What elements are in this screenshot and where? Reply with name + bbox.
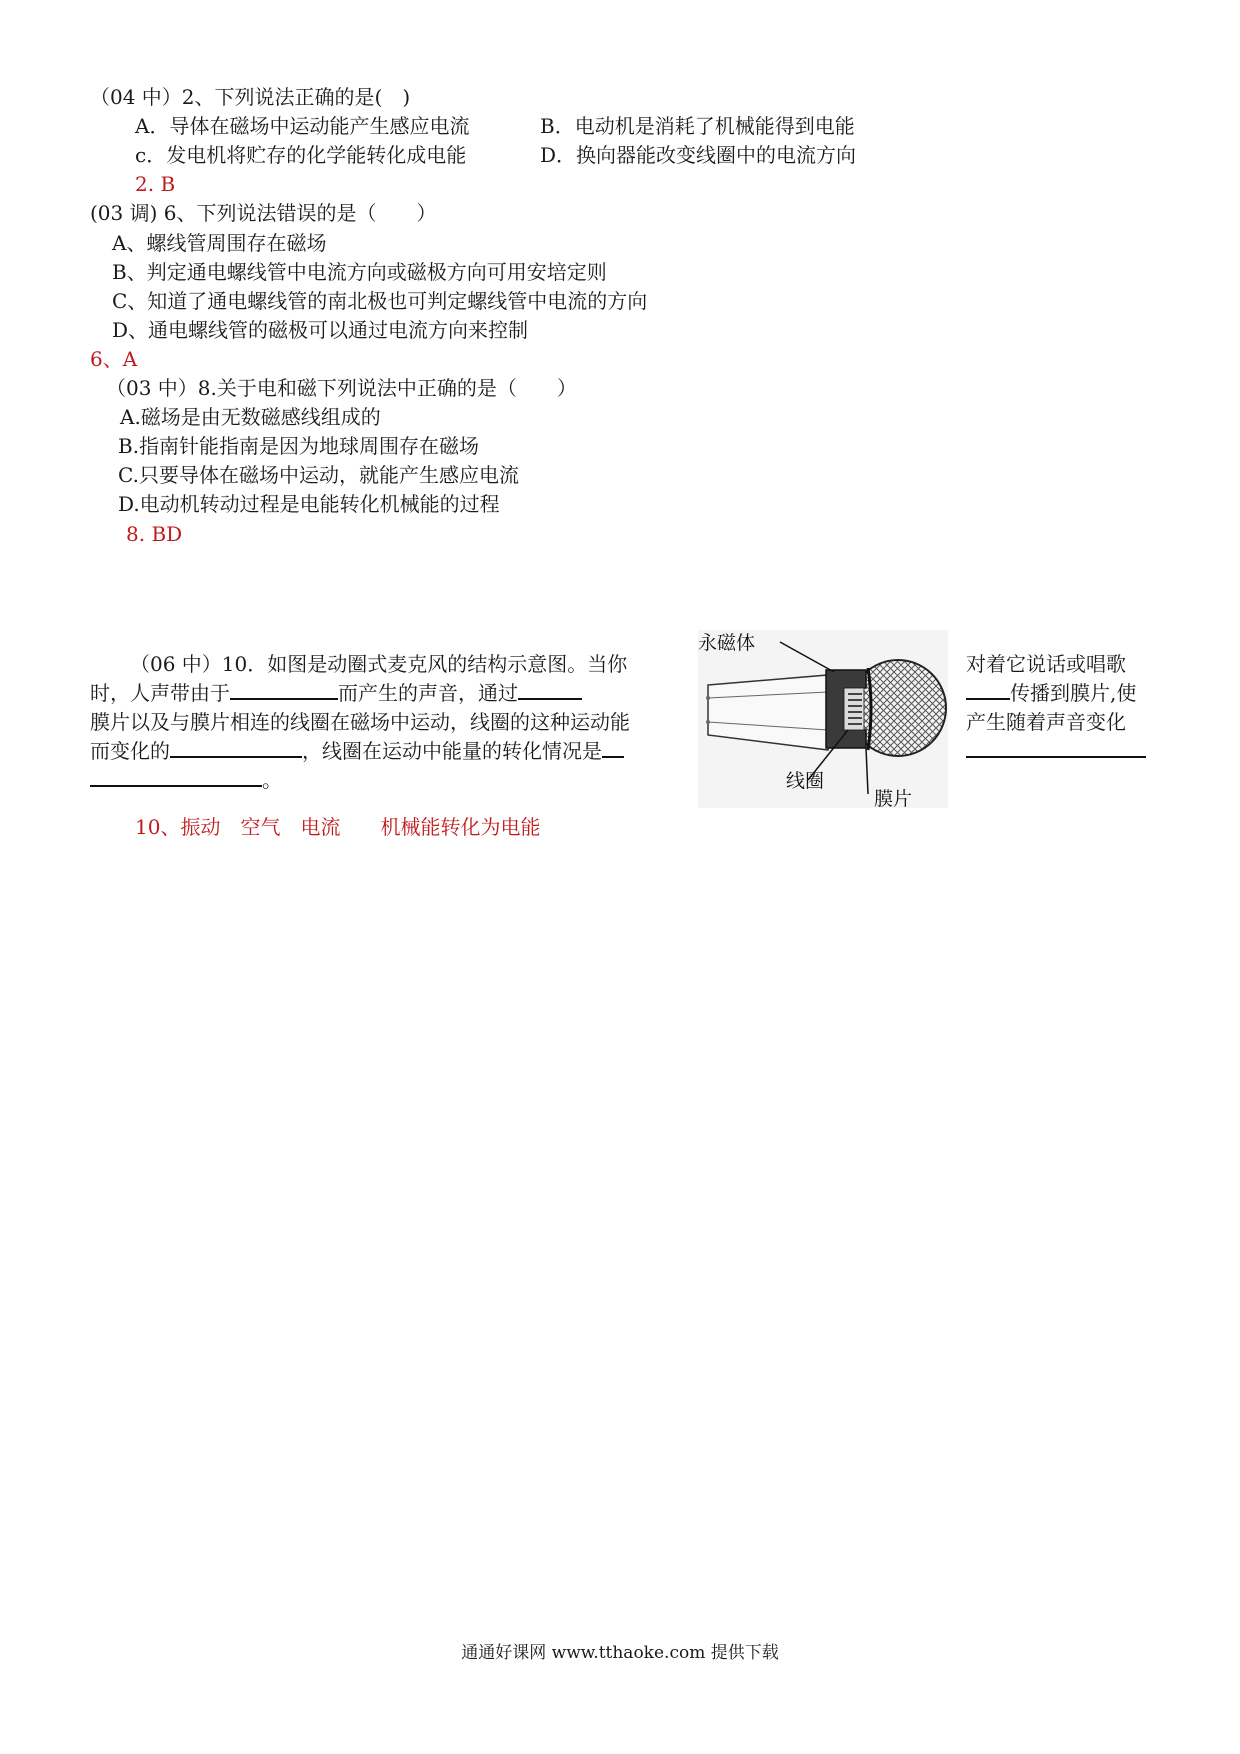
q2-option-c: c．发电机将贮存的化学能转化成电能 bbox=[135, 143, 467, 167]
label-diaphragm: 膜片 bbox=[874, 788, 913, 810]
q10-line4-part-b: ，线圈在运动中能量的转化情况是 bbox=[302, 739, 602, 763]
q2-option-b: B．电动机是消耗了机械能得到电能 bbox=[540, 114, 855, 138]
q6-option-a: A、螺线管周围存在磁场 bbox=[112, 231, 327, 255]
q2-option-a: A．导体在磁场中运动能产生感应电流 bbox=[135, 114, 470, 138]
blank-3-right[interactable] bbox=[966, 738, 1146, 758]
q10-line4-part-a: 而变化的 bbox=[90, 739, 170, 763]
blank-3[interactable] bbox=[170, 738, 302, 758]
blank-4[interactable] bbox=[602, 738, 624, 758]
q2-stem: （04 中）2、下列说法正确的是( ) bbox=[90, 85, 411, 109]
q10-line3-right: 产生随着声音变化 bbox=[966, 710, 1126, 734]
q10-line5-end: 。 bbox=[262, 768, 282, 792]
blank-2[interactable] bbox=[518, 680, 582, 700]
microphone-diagram bbox=[698, 630, 948, 808]
q10-line4 bbox=[90, 738, 624, 764]
page-footer: 通通好课网 www.tthaoke.com 提供下载 bbox=[461, 1643, 779, 1663]
q8-option-c: C.只要导体在磁场中运动，就能产生感应电流 bbox=[118, 463, 519, 487]
q8-option-d: D.电动机转动过程是电能转化机械能的过程 bbox=[118, 492, 500, 516]
blank-4-continued[interactable] bbox=[90, 767, 262, 787]
q2-option-d: D．换向器能改变线圈中的电流方向 bbox=[540, 143, 857, 167]
q6-stem: (03 调) 6、下列说法错误的是（ ） bbox=[90, 201, 437, 225]
q10-line2 bbox=[90, 680, 582, 706]
q10-line2-part-b: 而产生的声音，通过 bbox=[338, 681, 518, 705]
q8-stem: （03 中）8.关于电和磁下列说法中正确的是（ ） bbox=[106, 376, 577, 400]
label-permanent-magnet: 永磁体 bbox=[698, 632, 756, 654]
blank-2-continued[interactable] bbox=[966, 680, 1010, 700]
q10-line2-right-text: 传播到膜片,使 bbox=[1010, 681, 1137, 705]
q10-line1-left: （06 中）10．如图是动圈式麦克风的结构示意图。当你 bbox=[130, 652, 628, 676]
q10-answer: 10、振动 空气 电流 机械能转化为电能 bbox=[135, 815, 541, 839]
q8-option-a: A.磁场是由无数磁感线组成的 bbox=[120, 405, 381, 429]
q10-line2-right bbox=[966, 680, 1136, 706]
label-coil: 线圈 bbox=[786, 770, 825, 792]
q10-line3-left: 膜片以及与膜片相连的线圈在磁场中运动，线圈的这种运动能 bbox=[90, 710, 630, 734]
q8-option-b: B.指南针能指南是因为地球周围存在磁场 bbox=[118, 434, 480, 458]
q10-line5 bbox=[90, 767, 282, 793]
q2-answer: 2. B bbox=[135, 172, 176, 196]
q8-answer: 8. BD bbox=[126, 522, 183, 546]
q6-option-c: C、知道了通电螺线管的南北极也可判定螺线管中电流的方向 bbox=[112, 289, 648, 313]
q10-line1-right: 对着它说话或唱歌 bbox=[966, 652, 1126, 676]
blank-1[interactable] bbox=[230, 680, 338, 700]
q6-answer: 6、A bbox=[90, 347, 138, 371]
q6-option-b: B、判定通电螺线管中电流方向或磁极方向可用安培定则 bbox=[112, 260, 607, 284]
q10-line4-right bbox=[966, 738, 1146, 764]
q6-option-d: D、通电螺线管的磁极可以通过电流方向来控制 bbox=[112, 318, 529, 342]
q10-line2-part-a: 时，人声带由于 bbox=[90, 681, 230, 705]
